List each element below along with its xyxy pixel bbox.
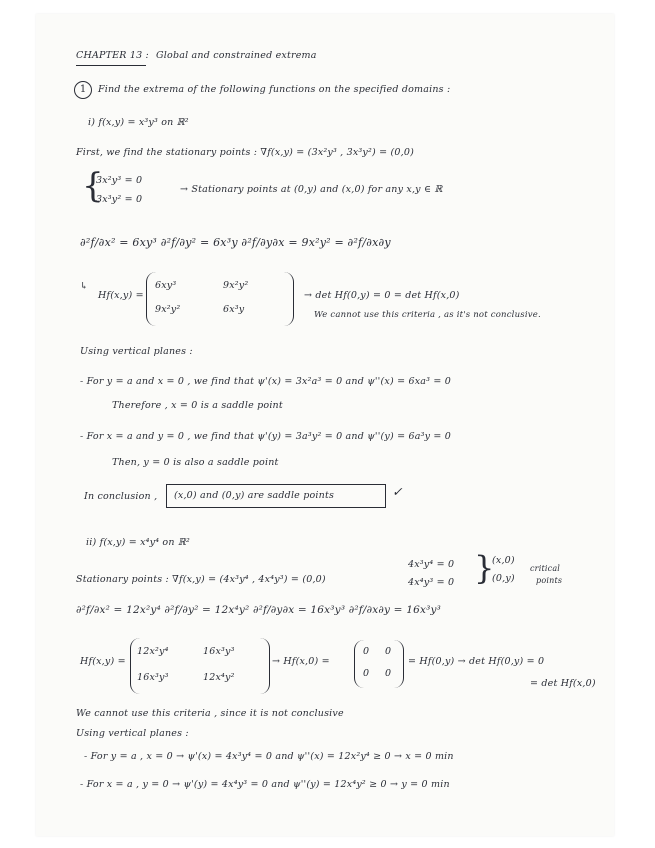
part2-hessian-a21: 16x³y³ <box>137 672 169 683</box>
case1-result: Therefore , x = 0 is a saddle point <box>112 400 283 411</box>
hessian-a21: 9x²y² <box>155 304 181 315</box>
part1-stationary: First, we find the stationary points : ∇f(x,y) = (3x²y³ , 3x³y²) = (0,0) <box>76 147 415 158</box>
exercise-statement: Find the extrema of the following functions on the specified domains : <box>98 84 451 95</box>
system-brace: { <box>82 166 104 206</box>
part2-hessian-a12: 16x³y³ <box>203 646 235 657</box>
system-result: → Stationary points at (0,y) and (x,0) for any x,y ∈ ℝ <box>180 184 443 195</box>
system-eq-2: 3x³y² = 0 <box>96 194 143 205</box>
part2-hessian-lhs: Hf(x,y) = <box>80 656 126 667</box>
chapter-title: Global and constrained extrema <box>156 50 317 61</box>
det-result: → det Hf(0,y) = 0 = det Hf(x,0) <box>304 290 460 301</box>
part2-case2: - For x = a , y = 0 → ψ'(y) = 4x⁴y³ = 0 and ψ''(y) = 12x⁴y² ≥ 0 → y = 0 min <box>80 779 450 790</box>
system-eq-1: 3x²y³ = 0 <box>96 175 143 186</box>
part2-hessian-zero-rhs: = Hf(0,y) → det Hf(0,y) = 0 <box>408 656 545 667</box>
part2-system-2: 4x⁴y³ = 0 <box>408 577 455 588</box>
hessian-matrix <box>146 272 294 326</box>
exercise-number: 1 <box>74 81 92 99</box>
part2-system-1: 4x³y⁴ = 0 <box>408 559 455 570</box>
part2-hessian-zero-rhs2: = det Hf(x,0) <box>530 678 596 689</box>
chapter-underline <box>76 65 146 66</box>
hessian-a22: 6x³y <box>223 304 245 315</box>
case2-result: Then, y = 0 is also a saddle point <box>112 457 279 468</box>
hessian-arrow: ↳ <box>80 281 89 292</box>
zero-a12: 0 <box>385 646 392 657</box>
part2-critical-label: critical <box>530 564 561 573</box>
part2-point-1: (x,0) <box>492 555 515 566</box>
zero-a11: 0 <box>363 646 370 657</box>
part2-hessian-a22: 12x⁴y² <box>203 672 235 683</box>
part2-point-2: (0,y) <box>492 573 515 584</box>
part2-vertical-planes: Using vertical planes : <box>76 728 189 739</box>
part1-heading: i) f(x,y) = x³y³ on ℝ² <box>88 117 189 128</box>
case2-line: - For x = a and y = 0 , we find that ψ'(y) = 3a³y² = 0 and ψ''(y) = 6a³y = 0 <box>80 431 452 442</box>
part2-heading: ii) f(x,y) = x⁴y⁴ on ℝ² <box>86 537 190 548</box>
part2-hessian-zero-lhs: → Hf(x,0) = <box>272 656 330 667</box>
part2-case1: - For y = a , x = 0 → ψ'(x) = 4x³y⁴ = 0 and ψ''(x) = 12x²y⁴ ≥ 0 → x = 0 min <box>84 751 454 762</box>
conclusion-intro: In conclusion , <box>84 491 158 502</box>
part2-second-derivatives: ∂²f/∂x² = 12x²y⁴ ∂²f/∂y² = 12x⁴y² ∂²f/∂y∂x = 16x³y³ ∂²f/∂x∂y = 16x³y³ <box>76 604 442 616</box>
part2-stationary: Stationary points : ∇f(x,y) = (4x³y⁴ , 4x⁴y³) = (0,0) <box>76 574 326 585</box>
zero-a21: 0 <box>363 668 370 679</box>
hessian-a11: 6xy³ <box>155 280 177 291</box>
part2-brace: } <box>474 549 495 587</box>
part2-zero-matrix <box>354 640 404 688</box>
chapter-label: CHAPTER 13 : <box>76 50 149 61</box>
check-mark: ✓ <box>392 484 403 499</box>
hessian-lhs: Hf(x,y) = <box>98 290 144 301</box>
part2-hessian-matrix <box>130 638 270 694</box>
notebook-page <box>36 14 614 836</box>
part2-criteria-note: We cannot use this criteria , since it is not conclusive <box>76 708 344 719</box>
part2-points-label: points <box>536 576 563 585</box>
case1-line: - For y = a and x = 0 , we find that ψ'(x) = 3x²a³ = 0 and ψ''(x) = 6xa³ = 0 <box>80 376 451 387</box>
hessian-a12: 9x²y² <box>223 280 249 291</box>
criteria-note-1: We cannot use this criteria , as it's not conclusive. <box>314 310 541 320</box>
vertical-planes-1: Using vertical planes : <box>80 346 193 357</box>
conclusion-text: (x,0) and (0,y) are saddle points <box>174 490 335 501</box>
second-derivatives: ∂²f/∂x² = 6xy³ ∂²f/∂y² = 6x³y ∂²f/∂y∂x = 9x²y² = ∂²f/∂x∂y <box>80 236 391 249</box>
part2-hessian-a11: 12x²y⁴ <box>137 646 169 657</box>
zero-a22: 0 <box>385 668 392 679</box>
